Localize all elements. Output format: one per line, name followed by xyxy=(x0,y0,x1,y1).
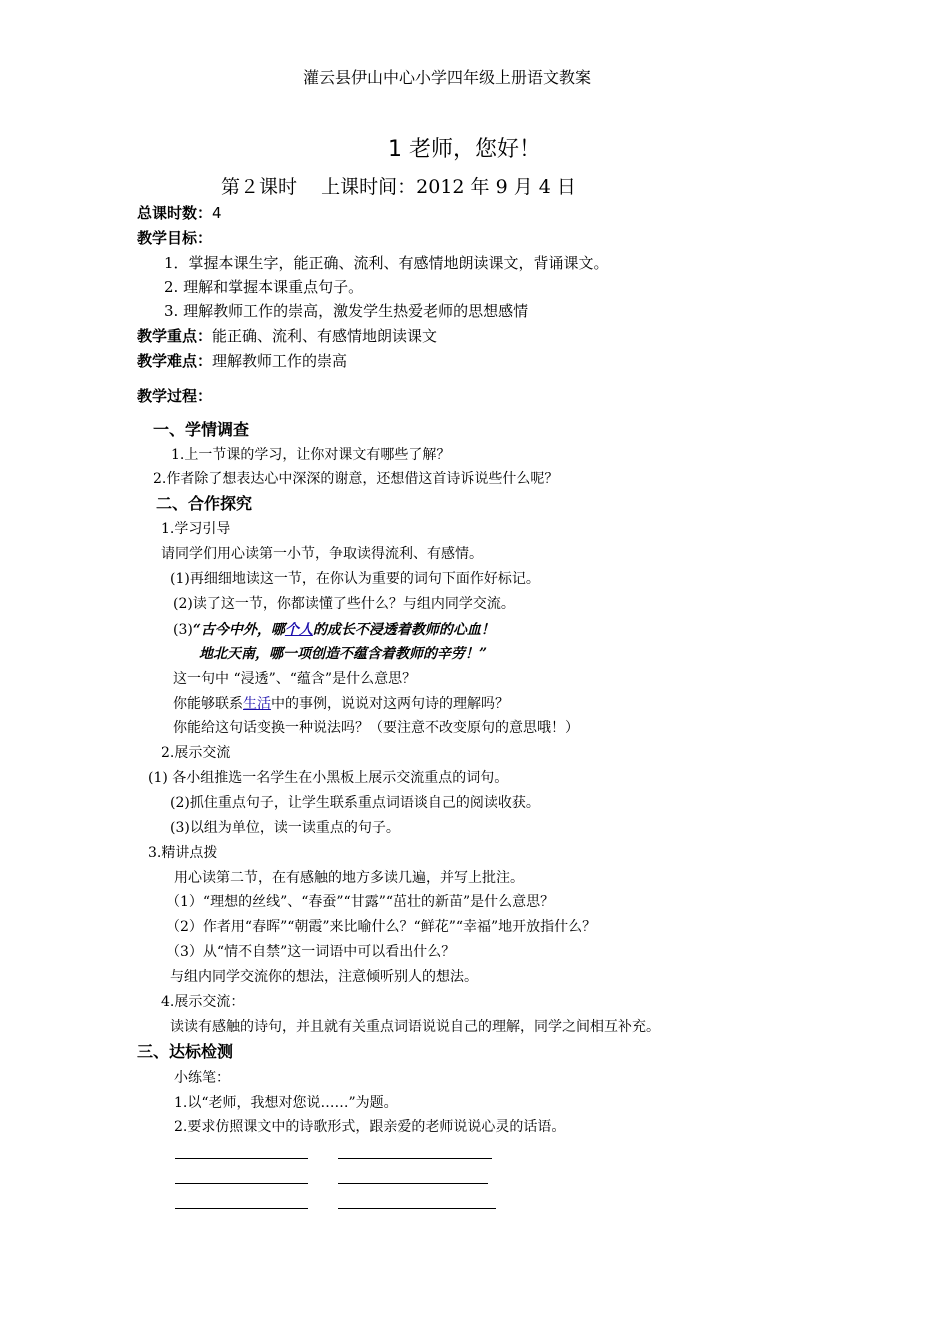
quote-text: “古今中外，哪 xyxy=(192,622,285,638)
writing-blank[interactable] xyxy=(175,1158,308,1159)
guide-question: (1)再细细地读这一节，在你认为重要的词句下面作好标记。 xyxy=(170,571,540,587)
life-link[interactable]: 生活 xyxy=(243,696,271,712)
practice-item: 2.要求仿照课文中的诗歌形式，跟亲爱的老师说说心灵的话语。 xyxy=(174,1119,566,1135)
discussion-question xyxy=(173,694,509,714)
quote-text: 的成长不浸透着教师的心血！ xyxy=(312,622,495,638)
show-item: (3)以组为单位，读一读重点的句子。 xyxy=(170,820,400,836)
explain-item: （2）作者用“春晖”“朝霞”来比喻什么？“鲜花”“幸福”地开放指什么？ xyxy=(166,919,597,935)
poem-quote-line xyxy=(173,620,495,640)
process-label: 教学过程： xyxy=(137,387,213,405)
show-item: (2)抓住重点句子，让学生联系重点词语谈自己的阅读收获。 xyxy=(170,795,540,811)
poem-quote-line: 地北天南，哪一项创造不蕴含着教师的辛劳！” xyxy=(199,646,488,662)
explain-intro: 用心读第二节，在有感触的地方多读几遍，并写上批注。 xyxy=(174,870,524,886)
section-heading: 一、学情调查 xyxy=(153,420,250,439)
session-line: 第２课时 上课时间：2012 年 9 月 4 日 xyxy=(221,176,576,198)
explain-item: （3）从“情不自禁”这一词语中可以看出什么？ xyxy=(166,944,456,960)
writing-blank[interactable] xyxy=(338,1158,492,1159)
key-point-label: 教学重点： xyxy=(137,327,213,345)
discussion-question: 你能给这句话变换一种说法吗？（要注意不改变原句的意思哦！） xyxy=(173,720,579,736)
practice-item: 1.以“老师，我想对您说……”为题。 xyxy=(174,1095,398,1111)
key-point xyxy=(137,326,437,346)
writing-blank[interactable] xyxy=(175,1208,308,1209)
discussion-question: 这一句中 “浸透”、“蕴含”是什么意思？ xyxy=(173,671,417,687)
page-header: 灌云县伊山中心小学四年级上册语文教案 xyxy=(303,68,592,87)
total-hours-value: 4 xyxy=(212,204,222,222)
subsection-title: 1.学习引导 xyxy=(161,521,231,537)
survey-question: 1.上一节课的学习，让你对课文有哪些了解？ xyxy=(171,447,451,463)
subsection-title: 2.展示交流 xyxy=(161,745,231,761)
writing-blank[interactable] xyxy=(175,1183,308,1184)
writing-blank[interactable] xyxy=(338,1208,496,1209)
guide-intro: 请同学们用心读第一小节，争取读得流利、有感情。 xyxy=(161,546,483,562)
explain-item: （1）“理想的丝线”、“春蚕”“甘露”“茁壮的新苗”是什么意思？ xyxy=(166,894,555,910)
explain-item: 与组内同学交流你的想法，注意倾听别人的想法。 xyxy=(170,969,478,985)
question-number: (3) xyxy=(173,622,193,638)
survey-question: 2.作者除了想表达心中深深的谢意，还想借这首诗诉说些什么呢？ xyxy=(153,471,559,487)
practice-label: 小练笔： xyxy=(174,1070,230,1086)
show-item: (1) 各小组推选一名学生在小黑板上展示交流重点的词句。 xyxy=(148,770,509,786)
question-text: 中的事例，说说对这两句诗的理解吗？ xyxy=(271,696,509,712)
goals-label: 教学目标： xyxy=(137,229,213,247)
quote-link[interactable]: 个人 xyxy=(284,622,313,638)
lesson-title: 1 老师，您好！ xyxy=(388,137,541,162)
guide-question: (2)读了这一节，你都读懂了些什么？与组内同学交流。 xyxy=(173,596,515,612)
difficulty xyxy=(137,351,347,371)
goal-item: 3. 理解教师工作的崇高，激发学生热爱老师的思想感情 xyxy=(164,302,529,320)
difficulty-value: 理解教师工作的崇高 xyxy=(212,352,348,370)
goal-item: 1．掌握本课生字，能正确、流利、有感情地朗读课文，背诵课文。 xyxy=(164,254,609,272)
writing-blank[interactable] xyxy=(338,1183,488,1184)
question-text: 你能够联系 xyxy=(173,696,243,712)
section-heading: 三、达标检测 xyxy=(137,1042,234,1061)
display-text: 读读有感触的诗句，并且就有关重点词语说说自己的理解，同学之间相互补充。 xyxy=(170,1019,660,1035)
subsection-title: 4.展示交流： xyxy=(161,994,245,1010)
difficulty-label: 教学难点： xyxy=(137,352,213,370)
subsection-title: 3.精讲点拨 xyxy=(148,845,218,861)
total-hours-label: 总课时数： xyxy=(137,204,213,222)
goal-item: 2. 理解和掌握本课重点句子。 xyxy=(164,278,364,296)
section-heading: 二、合作探究 xyxy=(156,494,253,513)
key-point-value: 能正确、流利、有感情地朗读课文 xyxy=(212,327,438,345)
total-hours xyxy=(137,203,222,223)
